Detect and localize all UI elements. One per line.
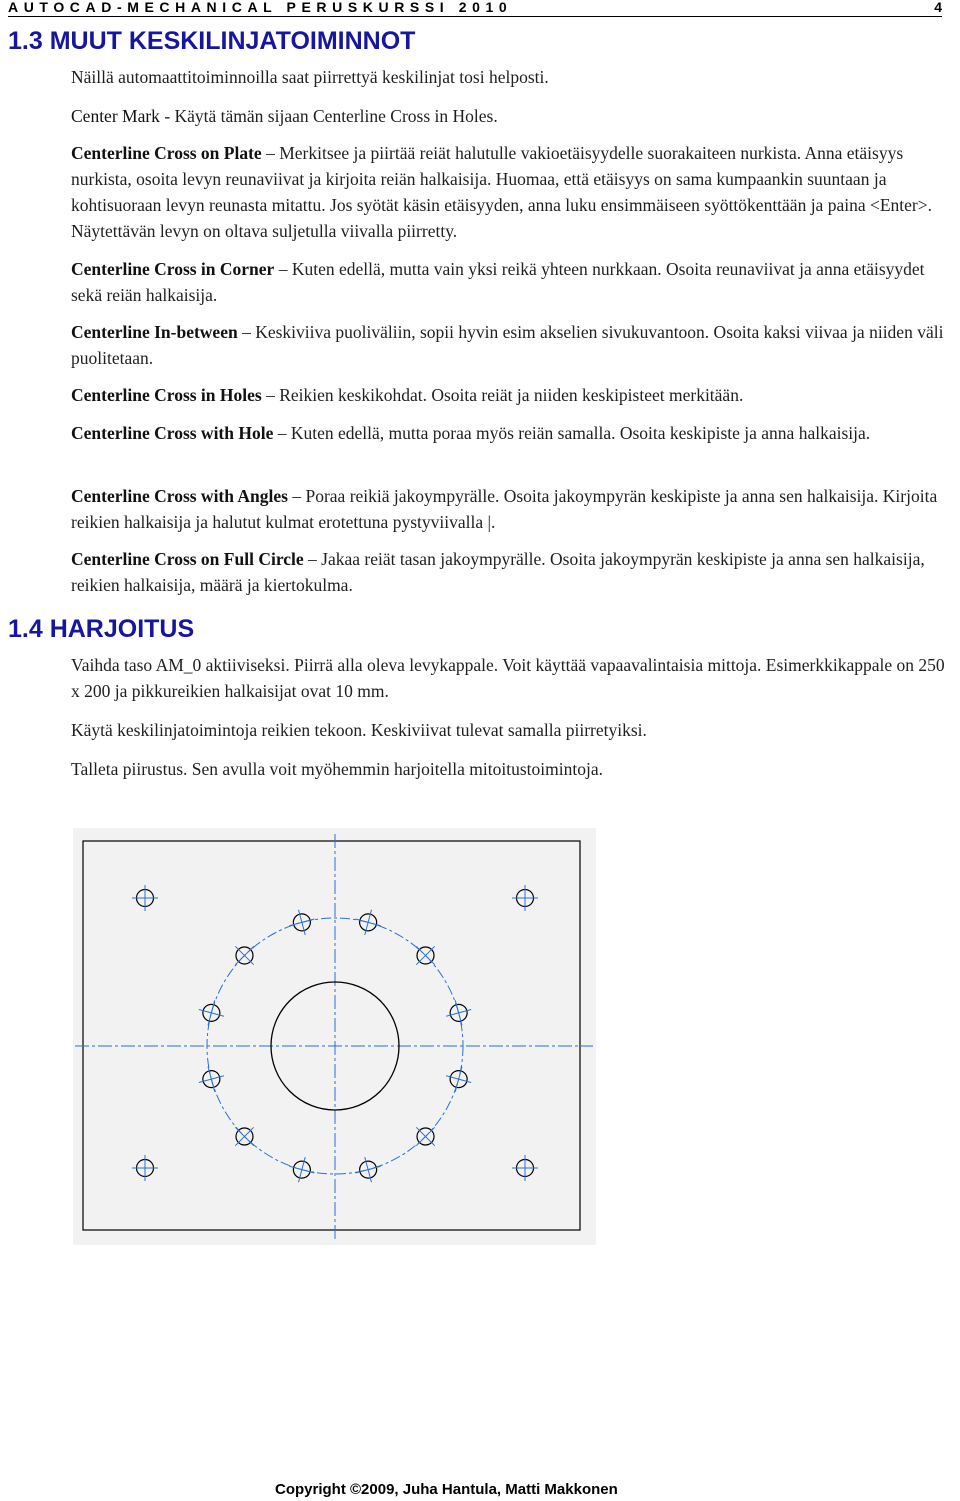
section-intro: Näillä automaattitoiminnoilla saat piirrettyä keskilinjat tosi helposti. xyxy=(71,67,549,87)
item-description: Jakaa reiät tasan jakoympyrälle. Osoita jakoympyrän keskipiste ja anna sen halkaisija, reikien halkaisija, määrä ja kiertokulma. xyxy=(71,549,925,595)
item-description: Poraa reikiä jakoympyrälle. Osoita jakoympyrän keskipiste ja anna sen halkaisija. Kirjoita reikien halkaisija ja halutut kulmat erotettuna pystyviivalla |. xyxy=(71,486,938,532)
item-centerline-in-between: Centerline In-between – Keskiviiva puoliväliin, sopii hyvin esim akselien sivukuvantoon. Osoita kaksi viivaa ja niiden väli puolitetaan. xyxy=(71,322,944,368)
item-description: Kuten edellä, mutta poraa myös reiän samalla. Osoita keskipiste ja anna halkaisija. xyxy=(290,423,871,443)
item-centerline-cross-on-full-circle: Centerline Cross on Full Circle – Jakaa reiät tasan jakoympyrälle. Osoita jakoympyrän keskipiste ja anna sen halkaisija, reikien halkaisija, määrä ja kiertokulma. xyxy=(71,549,925,595)
item-centerline-cross-on-plate: Centerline Cross on Plate – Merkitsee ja piirtää reiät halutulle vakioetäisyydelle suorakaiteen nurkista. Anna etäisyys nurkista, osoita levyn reunaviivat ja kirjoita reiän halkaisija. Huomaa, että etäisyys on sama kumpaankin suuntaan ja kohtisuoraan levyn reunasta mitattu. Jos syötät käsin etäisyyden, anna luku ensimmäiseen syöttökenttään ja paina <Enter>. Näytettävän levyn on oltava suljetulla viivalla piirretty. xyxy=(71,143,932,241)
exercise-paragraph-2: Käytä keskilinjatoimintoja reikien tekoon. Keskiviivat tulevat samalla piirretyiksi. xyxy=(71,720,647,740)
item-term: Centerline In-between xyxy=(71,322,238,342)
exercise-paragraph-3: Talleta piirustus. Sen avulla voit myöhemmin harjoitella mitoitustoimintoja. xyxy=(71,759,603,779)
item-description: Merkitsee ja piirtää reiät halutulle vakioetäisyydelle suorakaiteen nurkista. Anna etäisyys nurkista, osoita levyn reunaviivat ja kirjoita reiän halkaisija. Huomaa, että etäisyys on sama kumpaankin suuntaan ja kohtisuoraan levyn reunasta mitattu. Jos syötät käsin etäisyyden, anna luku ensimmäiseen syöttökenttään ja paina <Enter>. Näytettävän levyn on oltava suljetulla viivalla piirretty. xyxy=(71,143,932,241)
page-header xyxy=(8,0,942,14)
section-heading-1-3: 1.3 MUUT KESKILINJATOIMINNOT xyxy=(8,27,416,55)
page-number: 4 xyxy=(934,0,942,15)
item-term: Centerline Cross in Holes xyxy=(71,385,262,405)
item-centerline-cross-with-hole: Centerline Cross with Hole – Kuten edellä, mutta poraa myös reiän samalla. Osoita keskipiste ja anna halkaisija. xyxy=(71,423,871,443)
item-term: Center Mark xyxy=(71,106,160,126)
item-description: Reikien keskikohdat. Osoita reiät ja niiden keskipisteet merkitään. xyxy=(279,385,744,405)
plate-drawing xyxy=(73,828,596,1245)
item-term: Centerline Cross in Corner xyxy=(71,259,275,279)
item-centerline-cross-in-holes: Centerline Cross in Holes – Reikien keskikohdat. Osoita reiät ja niiden keskipisteet merkitään. xyxy=(71,385,744,405)
item-description: Kuten edellä, mutta vain yksi reikä yhteen nurkkaan. Osoita reunaviivat ja anna etäisyydet sekä reiän halkaisija. xyxy=(71,259,925,305)
copyright-footer: Copyright ©2009, Juha Hantula, Matti Makkonen xyxy=(275,1481,618,1498)
document-title: AUTOCAD-MECHANICAL PERUSKURSSI 2010 xyxy=(8,0,513,15)
item-term: Centerline Cross with Hole xyxy=(71,423,274,443)
item-centerline-cross-with-angles: Centerline Cross with Angles – Poraa reikiä jakoympyrälle. Osoita jakoympyrän keskipiste ja anna sen halkaisija. Kirjoita reikien halkaisija ja halutut kulmat erotettuna pystyviivalla |. xyxy=(71,486,938,532)
item-centerline-cross-in-corner: Centerline Cross in Corner – Kuten edellä, mutta vain yksi reikä yhteen nurkkaan. Osoita reunaviivat ja anna etäisyydet sekä reiän halkaisija. xyxy=(71,259,925,305)
header-rule xyxy=(8,16,942,17)
item-term: Centerline Cross on Plate xyxy=(71,143,262,163)
section-heading-1-4: 1.4 HARJOITUS xyxy=(8,615,195,643)
item-term: Centerline Cross on Full Circle xyxy=(71,549,304,569)
item-description: Käytä tämän sijaan Centerline Cross in Holes. xyxy=(174,106,498,126)
item-center-mark: Center Mark - Käytä tämän sijaan Centerline Cross in Holes. xyxy=(71,106,498,126)
item-description: Keskiviiva puoliväliin, sopii hyvin esim akselien sivukuvantoon. Osoita kaksi viivaa ja niiden väli puolitetaan. xyxy=(71,322,944,368)
item-term: Centerline Cross with Angles xyxy=(71,486,288,506)
exercise-paragraph-1: Vaihda taso AM_0 aktiiviseksi. Piirrä alla oleva levykappale. Voit käyttää vapaavalintaisia mittoja. Esimerkkikappale on 250 x 200 ja pikkureikien halkaisijat ovat 10 mm. xyxy=(71,655,945,701)
